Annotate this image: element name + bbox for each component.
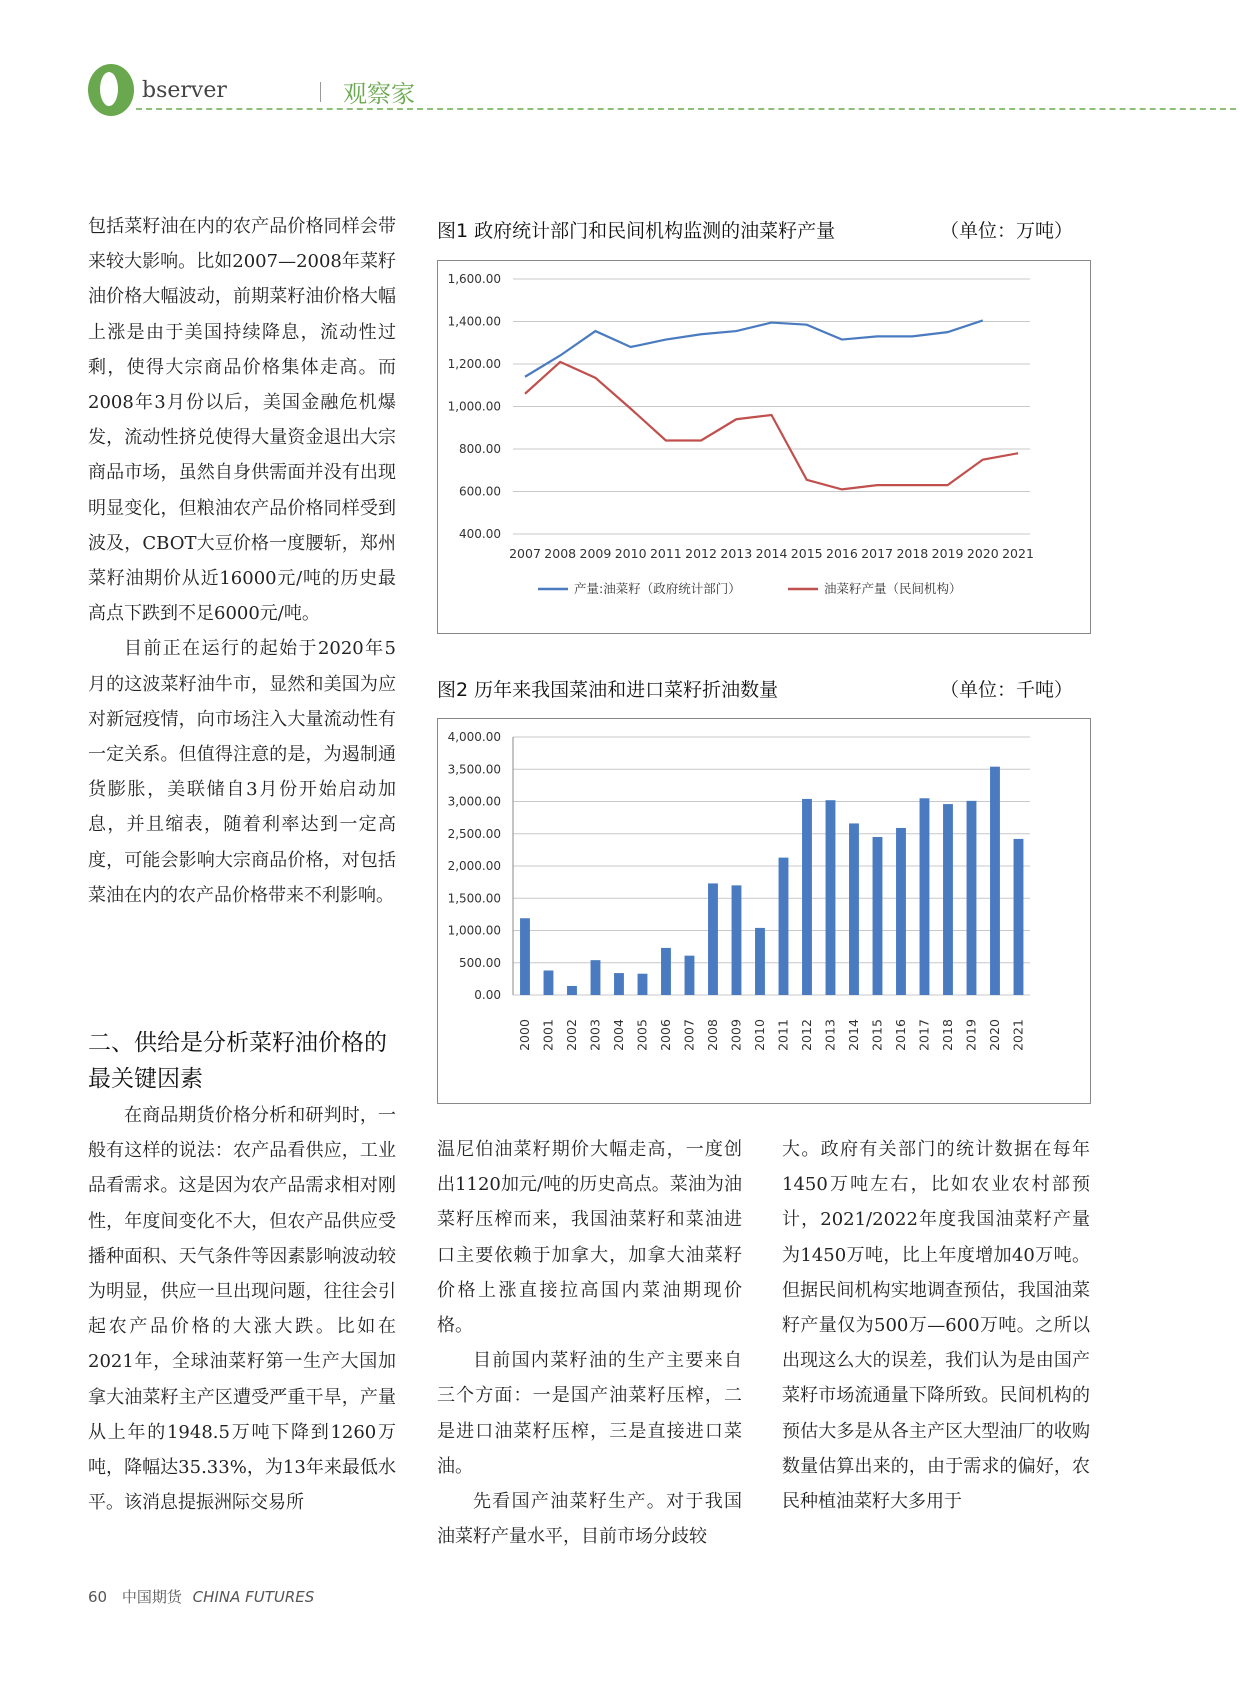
bar — [544, 970, 554, 995]
bar — [520, 918, 530, 995]
column-3 — [782, 1132, 1090, 1519]
x-tick-label: 2021 — [1010, 1019, 1026, 1051]
y-tick-label: 1,600.00 — [447, 272, 501, 286]
bar — [755, 928, 765, 995]
y-tick-label: 1,500.00 — [447, 891, 501, 906]
y-tick-label: 1,400.00 — [447, 314, 501, 329]
y-tick-label: 400.00 — [459, 527, 501, 541]
x-tick-label: 2016 — [826, 546, 858, 561]
x-tick-label: 2005 — [634, 1019, 650, 1051]
x-tick-label: 2008 — [704, 1019, 720, 1051]
bar — [567, 986, 577, 995]
section-label: 观察家 — [343, 80, 415, 108]
page-footer — [88, 1586, 314, 1607]
x-tick-label: 2017 — [861, 546, 894, 561]
bar — [708, 883, 718, 995]
figure-2-unit: （单位：千吨） — [940, 679, 1074, 701]
bar — [990, 767, 1000, 995]
x-tick-label: 2003 — [587, 1019, 603, 1051]
x-tick-label: 2019 — [963, 1019, 979, 1051]
bar — [967, 801, 977, 995]
y-tick-label: 600.00 — [459, 484, 501, 499]
x-tick-label: 2016 — [892, 1019, 908, 1051]
y-tick-label: 2,500.00 — [447, 826, 501, 841]
bar — [802, 799, 812, 995]
figure-1-title: 图1 政府统计部门和民间机构监测的油菜籽产量 — [437, 220, 836, 242]
legend-label: 油菜籽产量（民间机构） — [824, 581, 962, 596]
x-tick-label: 2014 — [755, 546, 788, 561]
paragraph: 温尼伯油菜籽期价大幅走高，一度创出1120加元/吨的历史高点。菜油为油菜籽压榨而来，我国油菜籽和菜油进口主要依赖于加拿大，加拿大油菜籽价格上涨直接拉高国内菜油期现价格。 — [437, 1139, 742, 1337]
page-number: 60 — [88, 1588, 108, 1606]
logo-o-mark — [88, 64, 134, 116]
x-tick-label: 2012 — [798, 1019, 814, 1051]
bar — [1014, 839, 1024, 995]
y-tick-label: 1,000.00 — [447, 923, 501, 938]
x-tick-label: 2006 — [657, 1019, 673, 1051]
x-tick-label: 2015 — [790, 546, 823, 561]
x-tick-label: 2017 — [916, 1019, 932, 1051]
bar — [685, 956, 695, 995]
bar — [896, 828, 906, 995]
y-tick-label: 1,200.00 — [447, 357, 501, 371]
x-tick-label: 2010 — [614, 546, 647, 561]
series-line-1 — [525, 320, 983, 376]
x-tick-label: 2004 — [610, 1019, 626, 1051]
paragraph: 目前国内菜籽油的生产主要来自三个方面：一是国产油菜籽压榨，二是进口油菜籽压榨，三是直接进口菜油。 — [437, 1350, 742, 1477]
bar — [661, 948, 671, 995]
x-tick-label: 2013 — [720, 546, 753, 561]
paragraph: 先看国产油菜籽生产。对于我国油菜籽产量水平，目前市场分歧较 — [437, 1491, 742, 1548]
figure-2-title: 图2 历年来我国菜油和进口菜籽折油数量 — [437, 679, 779, 701]
header-dashed-rule — [136, 108, 1236, 110]
series-line-2 — [525, 362, 1018, 490]
y-tick-label: 1,000.00 — [447, 399, 501, 414]
y-tick-label: 500.00 — [459, 955, 501, 970]
paragraph: 目前正在运行的起始于2020年5月的这波菜籽油牛市，显然和美国为应对新冠疫情，向市场注入大量流动性有一定关系。但值得注意的是，为遏制通货膨胀，美联储自3月份开始启动加息，并且缩表，随着利率达到一定高度，可能会影响大宗商品价格，对包括菜油在内的农产品价格带来不利影响。 — [88, 638, 396, 906]
bar — [826, 800, 836, 995]
bar — [849, 823, 859, 995]
x-tick-label: 2011 — [649, 546, 682, 561]
x-tick-label: 2015 — [869, 1019, 885, 1051]
figure-1-frame — [437, 260, 1091, 634]
bar — [591, 960, 601, 995]
x-tick-label: 2018 — [939, 1019, 955, 1051]
bar — [943, 804, 953, 995]
x-tick-label: 2007 — [509, 546, 541, 561]
x-tick-label: 2021 — [1002, 546, 1034, 561]
line-chart — [438, 261, 1090, 633]
x-tick-label: 2019 — [931, 546, 964, 561]
paragraph: 大。政府有关部门的统计数据在每年1450万吨左右，比如农业农村部预计，2021/2022年度我国油菜籽产量为1450万吨，比上年度增加40万吨。但据民间机构实地调查预估，我国油菜籽产量仅为500万—600万吨。之所以出现这么大的误差，我们认为是由国产菜籽市场流通量下降所致。民间机构的预估大多是从各主产区大型油厂的收购数量估算出来的，由于需求的偏好，农民种植油菜籽大多用于 — [782, 1139, 1090, 1513]
x-tick-label: 2002 — [563, 1019, 579, 1051]
paragraph: 包括菜籽油在内的农产品价格同样会带来较大影响。比如2007—2008年菜籽油价格大幅波动，前期菜籽油价格大幅上涨是由于美国持续降息，流动性过剩，使得大宗商品价格集体走高。而2008年3月份以后，美国金融危机爆发，流动性挤兑使得大量资金退出大宗商品市场，虽然自身供需面并没有出现明显变化，但粮油农产品价格同样受到波及，CBOT大豆价格一度腰斩，郑州菜籽油期价从近16000元/吨的历史最高点下跌到不足6000元/吨。 — [88, 216, 396, 625]
x-tick-label: 2011 — [775, 1019, 791, 1051]
bar — [779, 858, 789, 995]
x-tick-label: 2009 — [579, 546, 612, 561]
y-tick-label: 3,000.00 — [447, 794, 501, 809]
legend-label: 产量:油菜籽（政府统计部门） — [574, 581, 741, 596]
column-2 — [437, 1132, 742, 1554]
magazine-name-en: CHINA FUTURES — [192, 1588, 315, 1606]
bar — [638, 974, 648, 995]
figure-2-frame — [437, 718, 1091, 1104]
y-tick-label: 2,000.00 — [447, 859, 501, 873]
y-tick-label: 800.00 — [459, 442, 501, 456]
x-tick-label: 2008 — [544, 546, 577, 561]
x-tick-label: 2007 — [681, 1019, 697, 1051]
bar — [873, 837, 883, 995]
bar — [614, 973, 624, 995]
x-tick-label: 2020 — [986, 1019, 1002, 1051]
bar — [920, 798, 930, 995]
y-tick-label: 3,500.00 — [447, 762, 501, 777]
x-tick-label: 2000 — [516, 1019, 532, 1051]
header-separator — [320, 82, 321, 102]
x-tick-label: 2020 — [966, 546, 999, 561]
bar — [732, 885, 742, 995]
bar-chart — [438, 719, 1090, 1103]
x-tick-label: 2018 — [896, 546, 929, 561]
paragraph: 在商品期货价格分析和研判时，一般有这样的说法：农产品看供应，工业品看需求。这是因为农产品需求相对刚性，年度间变化不大，但农产品供应受播种面积、天气条件等因素影响波动较为明显，供应一旦出现问题，往往会引起农产品价格的大涨大跌。比如在2021年，全球油菜籽第一生产大国加拿大油菜籽主产区遭受严重干旱，产量从上年的1948.5万吨下降到1260万吨，降幅达35.33%，为13年来最低水平。该消息提振洲际交易所 — [88, 1105, 396, 1514]
logo-text: bserver — [142, 78, 227, 103]
figure-1-unit: （单位：万吨） — [940, 220, 1074, 242]
x-tick-label: 2001 — [540, 1019, 556, 1051]
x-tick-label: 2010 — [751, 1019, 767, 1051]
page-header — [88, 62, 1238, 122]
y-tick-label: 4,000.00 — [447, 730, 501, 744]
y-tick-label: 0.00 — [474, 988, 501, 1002]
x-tick-label: 2014 — [845, 1019, 861, 1051]
section-heading: 二、供给是分析菜籽油价格的最关键因素 — [88, 1030, 387, 1092]
magazine-name: 中国期货 — [121, 1588, 182, 1606]
x-tick-label: 2009 — [728, 1019, 744, 1051]
x-tick-label: 2013 — [822, 1019, 838, 1051]
column-1-bottom — [88, 1098, 396, 1520]
column-1-top — [88, 209, 396, 913]
x-tick-label: 2012 — [685, 546, 717, 561]
